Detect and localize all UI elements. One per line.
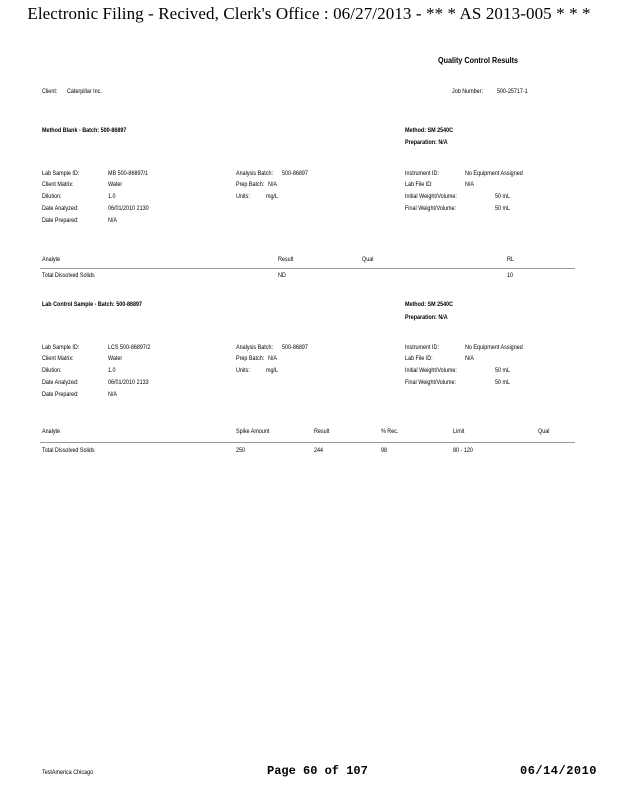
lcs-lab-sample-id-value: LCS 500-86897/2	[108, 344, 151, 351]
mb-date-analyzed-label: Date Analyzed:	[42, 205, 79, 212]
lcs-prep-batch-label: Prep Batch:	[236, 355, 265, 362]
mb-analysis-batch-value: 500-86897	[282, 170, 308, 177]
mb-lab-file-id-value: N/A	[465, 181, 475, 188]
lcs-row-limit: 80 - 120	[453, 447, 473, 454]
lcs-date-analyzed-value: 06/01/2010 2133	[108, 379, 149, 386]
lcs-row-result: 244	[314, 447, 324, 454]
lcs-date-prepared-label: Date Prepared:	[42, 391, 79, 398]
lcs-client-matrix-label: Client Matrix:	[42, 355, 74, 362]
mb-initial-weight-label: Initial Weight/Volume:	[405, 193, 457, 200]
mb-lab-sample-id-value: MB 500-86897/1	[108, 170, 148, 177]
lcs-final-weight-value: 50 mL	[495, 379, 511, 386]
lcs-header-analyte: Analyte	[42, 428, 61, 435]
mb-row-rl: 10	[507, 272, 514, 279]
lcs-date-prepared-value: N/A	[108, 391, 118, 398]
mb-prep-batch-label: Prep Batch:	[236, 181, 265, 188]
mb-header-qual: Qual	[362, 256, 374, 263]
lcs-prep-batch-value: N/A	[268, 355, 278, 362]
mb-header-result: Result	[278, 256, 294, 263]
lcs-instrument-id-value: No Equipment Assigned	[465, 344, 523, 351]
lcs-header-result: Result	[314, 428, 330, 435]
mb-units-label: Units:	[236, 193, 250, 200]
lcs-analysis-batch-label: Analysis Batch:	[236, 344, 273, 351]
mb-table-rule	[40, 268, 575, 269]
lcs-dilution-value: 1.0	[108, 367, 116, 374]
mb-row-result: ND	[278, 272, 286, 279]
mb-header-rl: RL	[507, 256, 514, 263]
method-blank-heading: Method Blank - Batch: 500-86897	[42, 127, 127, 134]
client-label: Client:	[42, 88, 58, 95]
job-number-label: Job Number:	[452, 88, 483, 95]
report-title: Quality Control Results	[438, 56, 519, 65]
lcs-header-qual: Qual	[538, 428, 550, 435]
mb-final-weight-value: 50 mL	[495, 205, 511, 212]
mb-header-analyte: Analyte	[42, 256, 61, 263]
mb-dilution-value: 1.0	[108, 193, 116, 200]
mb-instrument-id-label: Instrument ID:	[405, 170, 439, 177]
lcs-table-rule	[40, 442, 575, 443]
mb-row-analyte: Total Dissolved Solids	[42, 272, 95, 279]
mb-prep-batch-value: N/A	[268, 181, 278, 188]
lcs-method: Method: SM 2540C	[405, 301, 454, 308]
mb-date-prepared-label: Date Prepared:	[42, 217, 79, 224]
lcs-instrument-id-label: Instrument ID:	[405, 344, 439, 351]
lcs-date-analyzed-label: Date Analyzed:	[42, 379, 79, 386]
mb-units-value: mg/L	[266, 193, 279, 200]
client-value: Caterpillar Inc.	[67, 88, 102, 95]
footer-date: 06/14/2010	[520, 764, 598, 778]
lcs-initial-weight-value: 50 mL	[495, 367, 511, 374]
mb-dilution-label: Dilution:	[42, 193, 62, 200]
method-blank-method: Method: SM 2540C	[405, 127, 454, 134]
lcs-lab-file-id-value: N/A	[465, 355, 475, 362]
lcs-units-label: Units:	[236, 367, 250, 374]
lcs-heading: Lab Control Sample - Batch: 500-86897	[42, 301, 143, 308]
lcs-header-limit: Limit	[453, 428, 465, 435]
lcs-dilution-label: Dilution:	[42, 367, 62, 374]
footer-page-number: Page 60 of 107	[267, 764, 368, 778]
lcs-header-spike-amount: Spike Amount	[236, 428, 270, 435]
mb-lab-file-id-label: Lab File ID:	[405, 181, 433, 188]
mb-analysis-batch-label: Analysis Batch:	[236, 170, 273, 177]
lcs-header-rec: % Rec.	[381, 428, 399, 435]
mb-lab-sample-id-label: Lab Sample ID:	[42, 170, 80, 177]
job-number-value: 500-25717-1	[497, 88, 528, 95]
lcs-lab-file-id-label: Lab File ID:	[405, 355, 433, 362]
lcs-row-rec: 98	[381, 447, 388, 454]
lcs-analysis-batch-value: 500-86897	[282, 344, 308, 351]
mb-date-prepared-value: N/A	[108, 217, 118, 224]
mb-instrument-id-value: No Equipment Assigned	[465, 170, 523, 177]
mb-client-matrix-label: Client Matrix:	[42, 181, 74, 188]
lcs-preparation: Preparation: N/A	[405, 314, 448, 321]
filing-banner: Electronic Filing - Recived, Clerk's Office : 06/27/2013 - ** * AS 2013-005 * * *	[27, 4, 591, 23]
method-blank-preparation: Preparation: N/A	[405, 139, 448, 146]
lcs-row-spike-amount: 250	[236, 447, 246, 454]
lcs-final-weight-label: Final Weight/Volume:	[405, 379, 456, 386]
footer-lab-name: TestAmerica Chicago	[42, 769, 94, 776]
mb-date-analyzed-value: 06/01/2010 2130	[108, 205, 149, 212]
lcs-units-value: mg/L	[266, 367, 279, 374]
lcs-lab-sample-id-label: Lab Sample ID:	[42, 344, 80, 351]
lcs-initial-weight-label: Initial Weight/Volume:	[405, 367, 457, 374]
lcs-row-analyte: Total Dissolved Solids	[42, 447, 95, 454]
mb-client-matrix-value: Water	[108, 181, 123, 188]
lcs-client-matrix-value: Water	[108, 355, 123, 362]
mb-final-weight-label: Final Weight/Volume:	[405, 205, 456, 212]
mb-initial-weight-value: 50 mL	[495, 193, 511, 200]
